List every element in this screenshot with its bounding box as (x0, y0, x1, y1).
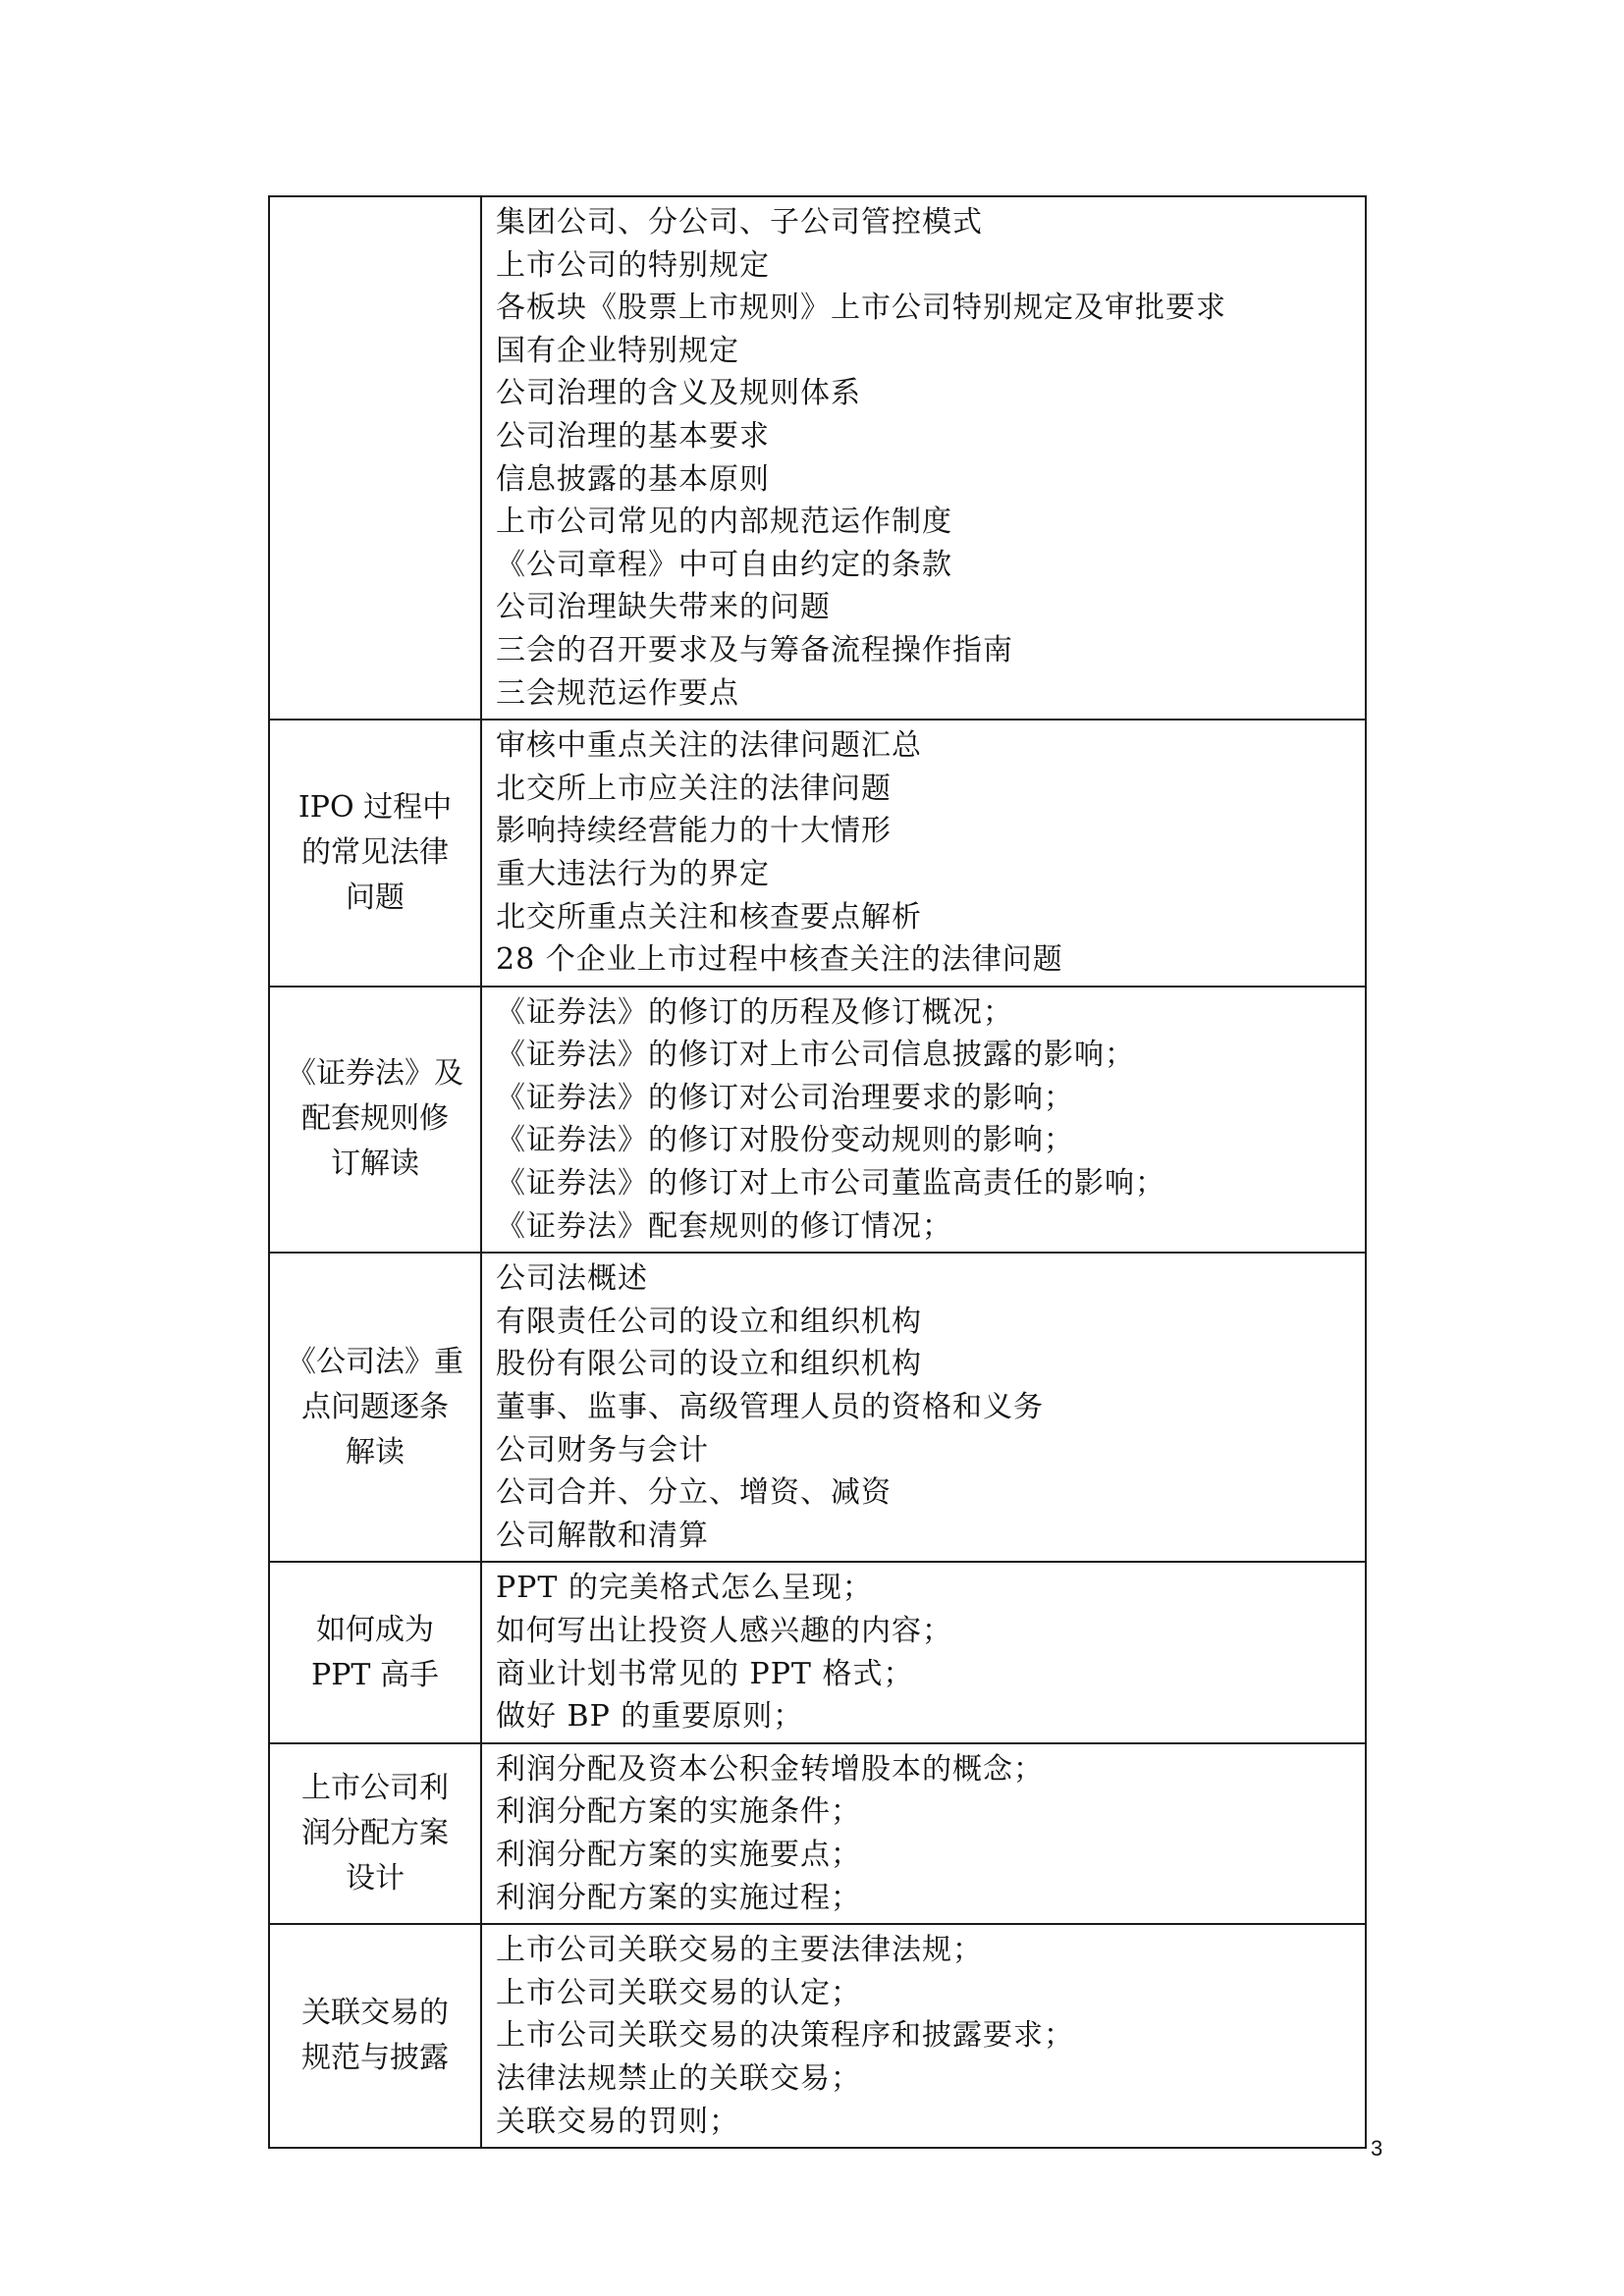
category-line: 解读 (346, 1434, 405, 1469)
category-cell (269, 1253, 481, 1562)
topic-item: 上市公司关联交易的认定； (496, 1975, 861, 2010)
category-line: 配套规则修 (301, 1101, 449, 1137)
category-line: 的常见法律 (301, 834, 449, 870)
topic-item: 上市公司常见的内部规范运作制度 (496, 505, 952, 540)
table-row (269, 720, 1366, 987)
table-row (269, 1743, 1366, 1924)
course-table (268, 195, 1367, 2149)
category-cell (269, 1562, 481, 1742)
topic-item: 《证券法》配套规则的修订情况； (496, 1208, 952, 1244)
topic-item: PPT 的完美格式怎么呈现； (496, 1571, 873, 1606)
topic-item: 如何写出让投资人感兴趣的内容； (496, 1614, 952, 1648)
category-cell (269, 1743, 481, 1924)
category-line: 上市公司利 (301, 1770, 449, 1805)
topic-item: 关联交易的罚则； (496, 2104, 739, 2139)
topic-item: 集团公司、分公司、子公司管控模式 (496, 205, 983, 240)
topics-cell (481, 1253, 1366, 1562)
topic-item: 《证券法》的修订对上市公司信息披露的影响； (496, 1038, 1135, 1073)
topic-item: 公司财务与会计 (496, 1432, 709, 1468)
table-row (269, 1924, 1366, 2148)
topic-item: 上市公司关联交易的决策程序和披露要求； (496, 2018, 1074, 2054)
table-row (269, 987, 1366, 1254)
topic-item: 董事、监事、高级管理人员的资格和义务 (496, 1390, 1044, 1425)
topics-cell (481, 987, 1366, 1254)
topic-item: 影响持续经营能力的十大情形 (496, 814, 892, 849)
topic-item: 公司法概述 (496, 1261, 648, 1297)
topic-item: 三会的召开要求及与筹备流程操作指南 (496, 632, 1013, 667)
topic-item: 国有企业特别规定 (496, 333, 739, 368)
category-line: 《证券法》及 (287, 1056, 463, 1092)
topics-cell (481, 196, 1366, 720)
topic-item: 上市公司关联交易的主要法律法规； (496, 1933, 983, 1968)
category-line: 润分配方案 (301, 1815, 449, 1850)
category-cell (269, 987, 481, 1254)
category-cell (269, 1924, 481, 2148)
topic-item: 三会规范运作要点 (496, 675, 739, 711)
topic-item: 上市公司的特别规定 (496, 247, 770, 283)
topic-item: 北交所重点关注和核查要点解析 (496, 899, 922, 934)
topic-item: 公司治理缺失带来的问题 (496, 590, 831, 625)
topics-cell (481, 1743, 1366, 1924)
topic-item: 利润分配方案的实施条件； (496, 1794, 861, 1830)
topic-item: 28 个企业上市过程中核查关注的法律问题 (496, 942, 1063, 978)
page-number: 3 (1371, 2136, 1383, 2161)
table-row (269, 1253, 1366, 1562)
topic-item: 《公司章程》中可自由约定的条款 (496, 547, 952, 582)
topic-item: 利润分配及资本公积金转增股本的概念； (496, 1751, 1044, 1787)
topic-item: 股份有限公司的设立和组织机构 (496, 1347, 922, 1382)
category-line: 如何成为 (316, 1612, 434, 1647)
topic-item: 公司治理的含义及规则体系 (496, 376, 861, 411)
category-cell (269, 720, 481, 987)
category-line: 设计 (346, 1860, 405, 1896)
topic-item: 利润分配方案的实施要点； (496, 1837, 861, 1872)
topic-item: 有限责任公司的设立和组织机构 (496, 1304, 922, 1339)
table-row (269, 1562, 1366, 1742)
topic-item: 公司治理的基本要求 (496, 418, 770, 454)
topic-item: 公司解散和清算 (496, 1518, 709, 1553)
topic-item: 各板块《股票上市规则》上市公司特别规定及审批要求 (496, 291, 1226, 326)
topics-cell (481, 1562, 1366, 1742)
topic-item: 信息披露的基本原则 (496, 461, 770, 497)
category-line: 问题 (346, 880, 405, 915)
topic-item: 公司合并、分立、增资、减资 (496, 1475, 892, 1511)
topic-item: 审核中重点关注的法律问题汇总 (496, 728, 922, 764)
topic-item: 《证券法》的修订对上市公司董监高责任的影响； (496, 1166, 1165, 1201)
course-table-body (269, 196, 1366, 2148)
topic-item: 《证券法》的修订的历程及修订概况； (496, 994, 1013, 1030)
table-row (269, 196, 1366, 720)
category-line: IPO 过程中 (298, 789, 453, 825)
category-line: 点问题逐条 (301, 1389, 449, 1424)
topic-item: 《证券法》的修订对股份变动规则的影响； (496, 1123, 1074, 1158)
category-line: 规范与披露 (301, 2041, 449, 2076)
topic-item: 做好 BP 的重要原则； (496, 1699, 804, 1735)
topic-item: 北交所上市应关注的法律问题 (496, 771, 892, 806)
topic-item: 《证券法》的修订对公司治理要求的影响； (496, 1080, 1074, 1115)
category-line: 关联交易的 (301, 1996, 449, 2031)
category-line: PPT 高手 (311, 1657, 439, 1692)
topic-item: 法律法规禁止的关联交易； (496, 2060, 861, 2096)
topic-item: 商业计划书常见的 PPT 格式； (496, 1656, 914, 1691)
category-cell (269, 196, 481, 720)
category-line: 《公司法》重 (287, 1344, 463, 1379)
category-line: 订解读 (331, 1147, 419, 1182)
topic-item: 利润分配方案的实施过程； (496, 1880, 861, 1915)
topics-cell (481, 720, 1366, 987)
topic-item: 重大违法行为的界定 (496, 856, 770, 891)
topics-cell (481, 1924, 1366, 2148)
